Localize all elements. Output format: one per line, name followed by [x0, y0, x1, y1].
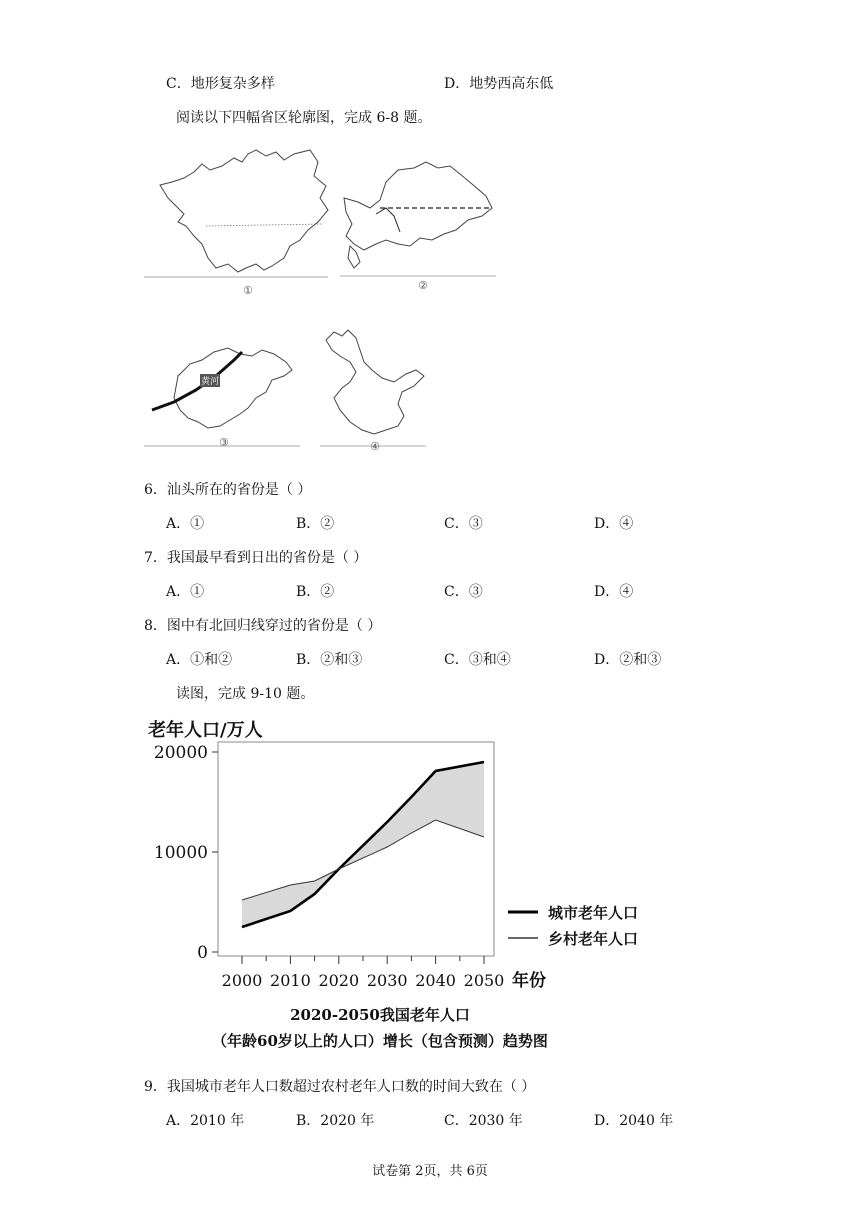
intro-9-10: 读图，完成 9-10 题。 — [176, 686, 315, 702]
x-axis-label: 年份 — [512, 971, 546, 991]
q6-option-d[interactable]: D．④ — [594, 516, 634, 532]
x-tick-label: 2040 — [415, 971, 456, 990]
q5-option-c[interactable]: C．地形复杂多样 — [166, 76, 275, 92]
intro-6-8: 阅读以下四幅省区轮廓图，完成 6-8 题。 — [176, 110, 432, 126]
q8-option-c[interactable]: C．③和④ — [444, 652, 511, 668]
q6-option-a[interactable]: A．① — [166, 516, 205, 532]
q7-option-c[interactable]: C．③ — [444, 584, 483, 600]
map-province-4 — [320, 326, 430, 451]
chart-caption-line1: 2020-2050我国老年人口 — [290, 1006, 470, 1024]
q7-option-b[interactable]: B．② — [296, 584, 335, 600]
x-tick-label: 2010 — [270, 971, 311, 990]
map-province-2 — [340, 140, 500, 285]
q9-option-a[interactable]: A．2010 年 — [166, 1113, 245, 1129]
q9-option-d[interactable]: D．2040 年 — [594, 1113, 674, 1129]
q9-option-c[interactable]: C．2030 年 — [444, 1113, 523, 1129]
x-tick-label: 2020 — [318, 971, 360, 990]
map-province-3 — [144, 340, 304, 450]
q7-option-d[interactable]: D．④ — [594, 584, 634, 600]
q6-option-c[interactable]: C．③ — [444, 516, 483, 532]
series-line-2 — [242, 820, 484, 900]
q7-option-a[interactable]: A．① — [166, 584, 205, 600]
q7-stem: 7．我国最早看到日出的省份是（ ） — [144, 550, 368, 566]
y-tick-label: 10000 — [153, 843, 208, 863]
legend-label-2: 乡村老年人口 — [548, 930, 639, 948]
page-footer: 试卷第 2页，共 6页 — [372, 1164, 488, 1179]
q5-option-d[interactable]: D．地势西高东低 — [444, 76, 554, 92]
q8-option-b[interactable]: B．②和③ — [296, 652, 363, 668]
y-tick-label: 20000 — [153, 743, 208, 763]
q6-option-b[interactable]: B．② — [296, 516, 335, 532]
q8-stem: 8．图中有北回归线穿过的省份是（ ） — [144, 618, 382, 634]
y-axis-label: 老年人口/万人 — [148, 720, 263, 741]
q9-option-b[interactable]: B．2020 年 — [296, 1113, 375, 1129]
x-tick-label: 2030 — [366, 971, 408, 990]
map-label-2: ② — [418, 279, 428, 292]
map-label-1: ① — [243, 284, 253, 297]
y-tick-label: 0 — [197, 943, 208, 963]
x-tick-label: 2000 — [221, 971, 263, 990]
chart-caption-line2: （年龄60岁以上的人口）增长（包含预测）趋势图 — [212, 1032, 548, 1050]
map-label-3: ③ — [219, 436, 229, 449]
map-province-1 — [144, 140, 334, 300]
q9-stem: 9．我国城市老年人口数超过农村老年人口数的时间大致在（ ） — [144, 1079, 536, 1095]
q8-option-d[interactable]: D．②和③ — [594, 652, 662, 668]
elderly-population-chart — [140, 712, 660, 1004]
river-label: 黄河 — [200, 374, 220, 387]
q8-option-a[interactable]: A．①和② — [166, 652, 233, 668]
legend-label-1: 城市老年人口 — [548, 904, 639, 922]
x-tick-label: 2050 — [463, 971, 505, 990]
map-label-4: ④ — [370, 440, 380, 453]
q6-stem: 6．汕头所在的省份是（ ） — [144, 482, 312, 498]
